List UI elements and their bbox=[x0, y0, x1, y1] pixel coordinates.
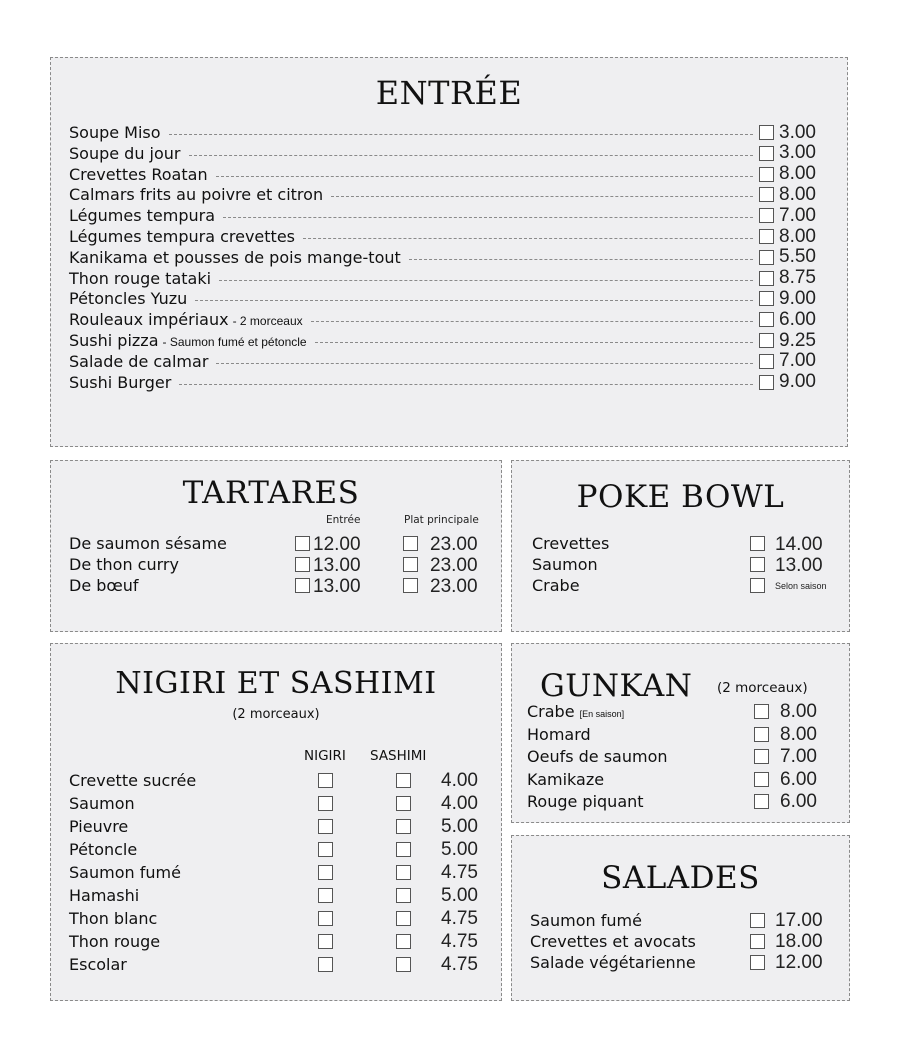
menu-item bbox=[69, 794, 501, 815]
item-name: Crevettes et avocats bbox=[530, 932, 696, 951]
plat-price: 23.00 bbox=[430, 555, 478, 576]
menu-item bbox=[532, 576, 849, 597]
section-title: GUNKAN bbox=[540, 668, 693, 704]
item-name-text: Calmars frits au poivre et citron bbox=[69, 185, 324, 205]
dotted-leader bbox=[409, 259, 753, 260]
sashimi-checkbox[interactable] bbox=[396, 773, 411, 788]
item-price: 8.00 bbox=[780, 701, 817, 722]
menu-item bbox=[527, 747, 849, 768]
item-name bbox=[69, 185, 323, 204]
entree-checkbox[interactable] bbox=[295, 536, 310, 551]
section-title: ENTRÉE bbox=[375, 74, 523, 112]
tartares-section bbox=[50, 460, 502, 632]
dotted-leader bbox=[311, 321, 753, 322]
item-name-text: Sushi pizza bbox=[69, 331, 159, 350]
order-checkbox[interactable] bbox=[754, 704, 769, 719]
column-header-nigiri: NIGIRI bbox=[304, 748, 346, 764]
item-name bbox=[69, 206, 215, 225]
section-title: NIGIRI ET SASHIMI bbox=[115, 666, 437, 701]
item-name: Salade végétarienne bbox=[530, 953, 696, 972]
item-name: Crevettes bbox=[532, 534, 610, 553]
item-name: Crevette sucrée bbox=[69, 771, 197, 790]
item-price: 7.00 bbox=[780, 746, 817, 767]
dotted-leader bbox=[303, 238, 753, 239]
item-price: 7.00 bbox=[779, 204, 816, 226]
item-name bbox=[69, 331, 307, 350]
item-price: 6.00 bbox=[780, 791, 817, 812]
order-checkbox[interactable] bbox=[754, 772, 769, 787]
order-checkbox[interactable] bbox=[750, 913, 765, 928]
item-name: Saumon bbox=[532, 555, 598, 574]
sashimi-checkbox[interactable] bbox=[396, 819, 411, 834]
item-price: 5.00 bbox=[441, 816, 478, 837]
menu-item bbox=[69, 372, 823, 393]
order-checkbox[interactable] bbox=[759, 187, 774, 202]
sashimi-checkbox[interactable] bbox=[396, 865, 411, 880]
gunkan-section bbox=[511, 643, 850, 823]
item-note: - 2 morceaux bbox=[232, 314, 303, 329]
item-name: Escolar bbox=[69, 955, 127, 974]
menu-item bbox=[69, 555, 501, 576]
item-name-text: Légumes tempura bbox=[69, 206, 216, 226]
order-checkbox[interactable] bbox=[759, 229, 774, 244]
menu-item bbox=[69, 205, 823, 226]
item-name bbox=[527, 725, 591, 744]
menu-item bbox=[69, 576, 501, 597]
order-checkbox[interactable] bbox=[759, 333, 774, 348]
salades-section bbox=[511, 835, 850, 1001]
order-checkbox[interactable] bbox=[750, 955, 765, 970]
sashimi-checkbox[interactable] bbox=[396, 911, 411, 926]
item-name bbox=[69, 165, 208, 184]
menu-item bbox=[527, 702, 849, 723]
item-name: Pieuvre bbox=[69, 817, 129, 836]
menu-item bbox=[527, 725, 849, 746]
poke-bowl-section bbox=[511, 460, 850, 632]
menu-item bbox=[69, 932, 501, 953]
item-price: 12.00 bbox=[775, 952, 823, 973]
menu-item bbox=[530, 932, 849, 953]
column-header-entree: Entrée bbox=[326, 514, 361, 526]
item-price: 8.00 bbox=[779, 225, 816, 247]
menu-item bbox=[69, 886, 501, 907]
menu-item bbox=[69, 288, 823, 309]
nigiri-checkbox[interactable] bbox=[318, 842, 333, 857]
item-name bbox=[69, 289, 187, 308]
dotted-leader bbox=[169, 134, 753, 135]
item-price: 3.00 bbox=[779, 142, 816, 164]
dotted-leader bbox=[315, 342, 753, 343]
order-checkbox[interactable] bbox=[759, 208, 774, 223]
menu-item bbox=[530, 911, 849, 932]
menu-item bbox=[69, 164, 823, 185]
plat-checkbox[interactable] bbox=[403, 536, 418, 551]
entree-price: 12.00 bbox=[313, 534, 361, 555]
column-header-plat: Plat principale bbox=[404, 514, 479, 526]
entree-price: 13.00 bbox=[313, 576, 361, 597]
item-name: De thon curry bbox=[69, 555, 179, 574]
item-price: 14.00 bbox=[775, 534, 823, 555]
menu-item bbox=[69, 840, 501, 861]
menu-item bbox=[69, 143, 823, 164]
item-name: Saumon fumé bbox=[530, 911, 642, 930]
plat-checkbox[interactable] bbox=[403, 557, 418, 572]
sashimi-checkbox[interactable] bbox=[396, 934, 411, 949]
item-name-text: Kanikama et pousses de pois mange-tout bbox=[69, 247, 401, 267]
item-name-text: Homard bbox=[527, 724, 591, 744]
menu-item bbox=[69, 247, 823, 268]
menu-item bbox=[69, 184, 823, 205]
order-checkbox[interactable] bbox=[759, 312, 774, 327]
item-name-text: Pétoncles Yuzu bbox=[69, 289, 188, 309]
item-name-text: Crabe bbox=[527, 702, 575, 721]
item-price: 6.00 bbox=[779, 308, 816, 330]
menu-item bbox=[69, 955, 501, 976]
nigiri-checkbox[interactable] bbox=[318, 773, 333, 788]
item-price: 8.75 bbox=[779, 267, 816, 289]
sashimi-checkbox[interactable] bbox=[396, 796, 411, 811]
order-checkbox[interactable] bbox=[754, 749, 769, 764]
entree-price: 13.00 bbox=[313, 555, 361, 576]
order-checkbox[interactable] bbox=[759, 354, 774, 369]
section-subtitle: (2 morceaux) bbox=[232, 707, 320, 722]
item-price: 4.00 bbox=[441, 770, 478, 791]
item-price: 4.75 bbox=[441, 931, 478, 952]
nigiri-checkbox[interactable] bbox=[318, 934, 333, 949]
menu-item bbox=[69, 351, 823, 372]
item-price: 8.00 bbox=[780, 723, 817, 745]
item-name-text: Kamikaze bbox=[527, 769, 605, 789]
item-price: 8.00 bbox=[779, 183, 816, 205]
nigiri-checkbox[interactable] bbox=[318, 957, 333, 972]
menu-item bbox=[69, 268, 823, 289]
item-name: Saumon fumé bbox=[69, 863, 181, 882]
item-name bbox=[527, 747, 668, 766]
item-price: 5.00 bbox=[441, 839, 478, 860]
item-name: Thon blanc bbox=[69, 909, 158, 928]
plat-checkbox[interactable] bbox=[403, 578, 418, 593]
item-price: 18.00 bbox=[775, 931, 823, 952]
section-title: TARTARES bbox=[182, 475, 360, 511]
item-price: 13.00 bbox=[775, 555, 823, 576]
item-price: 9.25 bbox=[779, 329, 816, 351]
item-price: 8.00 bbox=[779, 163, 816, 185]
menu-item bbox=[69, 771, 501, 792]
item-name: Pétoncle bbox=[69, 840, 138, 859]
section-title: SALADES bbox=[601, 860, 760, 896]
item-price: 4.75 bbox=[441, 862, 478, 883]
item-name-text: Légumes tempura crevettes bbox=[69, 227, 295, 246]
item-name bbox=[527, 792, 644, 811]
item-name: De bœuf bbox=[69, 576, 139, 595]
menu-item bbox=[69, 817, 501, 838]
item-price: 4.00 bbox=[441, 793, 478, 814]
item-name: Hamashi bbox=[69, 886, 140, 905]
item-price: 4.75 bbox=[441, 954, 478, 975]
item-price: 6.00 bbox=[780, 768, 817, 790]
item-name bbox=[69, 352, 208, 371]
nigiri-checkbox[interactable] bbox=[318, 911, 333, 926]
dotted-leader bbox=[189, 155, 753, 156]
order-checkbox[interactable] bbox=[754, 727, 769, 742]
item-name-text: Sushi Burger bbox=[69, 372, 172, 392]
nigiri-checkbox[interactable] bbox=[318, 865, 333, 880]
order-checkbox[interactable] bbox=[750, 578, 765, 593]
section-subtitle: (2 morceaux) bbox=[717, 680, 808, 696]
item-price: 17.00 bbox=[775, 910, 823, 931]
item-name-text: Rouge piquant bbox=[527, 792, 644, 811]
item-name bbox=[69, 248, 401, 267]
menu-item bbox=[69, 863, 501, 884]
item-note: - Saumon fumé et pétoncle bbox=[162, 335, 307, 349]
section-title: POKE BOWL bbox=[576, 479, 785, 515]
dotted-leader bbox=[219, 280, 753, 281]
menu-item bbox=[69, 309, 823, 330]
item-name bbox=[69, 227, 295, 246]
item-price: 7.00 bbox=[779, 350, 816, 372]
order-checkbox[interactable] bbox=[754, 794, 769, 809]
item-name bbox=[69, 310, 303, 329]
item-price: 9.00 bbox=[779, 371, 816, 393]
item-name: Thon rouge bbox=[69, 932, 161, 951]
item-name bbox=[527, 702, 624, 721]
order-checkbox[interactable] bbox=[759, 271, 774, 286]
item-name bbox=[69, 373, 171, 392]
column-header-sashimi: SASHIMI bbox=[370, 748, 427, 764]
sashimi-checkbox[interactable] bbox=[396, 842, 411, 857]
dotted-leader bbox=[216, 176, 753, 177]
dotted-leader bbox=[223, 217, 753, 218]
entree-section bbox=[50, 57, 848, 447]
nigiri-checkbox[interactable] bbox=[318, 888, 333, 903]
order-checkbox[interactable] bbox=[759, 167, 774, 182]
nigiri-checkbox[interactable] bbox=[318, 796, 333, 811]
item-name: Crabe bbox=[532, 576, 580, 595]
item-name bbox=[527, 770, 604, 789]
nigiri-checkbox[interactable] bbox=[318, 819, 333, 834]
sashimi-checkbox[interactable] bbox=[396, 957, 411, 972]
order-checkbox[interactable] bbox=[750, 536, 765, 551]
item-price: 5.00 bbox=[441, 885, 478, 906]
nigiri-sashimi-section bbox=[50, 643, 502, 1001]
order-checkbox[interactable] bbox=[759, 250, 774, 265]
order-checkbox[interactable] bbox=[750, 934, 765, 949]
item-name bbox=[69, 123, 161, 142]
dotted-leader bbox=[216, 363, 753, 364]
item-name-text: Crevettes Roatan bbox=[69, 164, 208, 184]
item-name: De saumon sésame bbox=[69, 534, 227, 553]
item-name: Saumon bbox=[69, 794, 135, 813]
menu-item bbox=[69, 330, 823, 351]
menu-item bbox=[69, 226, 823, 247]
order-checkbox[interactable] bbox=[750, 557, 765, 572]
item-name-text: Oeufs de saumon bbox=[527, 747, 668, 766]
sashimi-checkbox[interactable] bbox=[396, 888, 411, 903]
order-checkbox[interactable] bbox=[759, 125, 774, 140]
item-price: 5.50 bbox=[779, 246, 816, 268]
item-price: 9.00 bbox=[779, 287, 816, 309]
menu-item bbox=[69, 122, 823, 143]
item-name-text: Rouleaux impériaux bbox=[69, 310, 229, 330]
entree-checkbox[interactable] bbox=[295, 557, 310, 572]
item-price: 4.75 bbox=[441, 908, 478, 929]
plat-price: 23.00 bbox=[430, 534, 478, 555]
item-name bbox=[69, 144, 181, 163]
item-name-text: Thon rouge tataki bbox=[69, 268, 212, 288]
order-checkbox[interactable] bbox=[759, 291, 774, 306]
item-price: 3.00 bbox=[779, 121, 816, 143]
plat-price: 23.00 bbox=[430, 576, 478, 597]
menu-item bbox=[69, 534, 501, 555]
item-price: Selon saison bbox=[775, 581, 827, 591]
menu-item bbox=[530, 953, 849, 974]
item-name bbox=[69, 269, 211, 288]
dotted-leader bbox=[331, 196, 753, 197]
menu-item bbox=[527, 792, 849, 813]
menu-item bbox=[527, 770, 849, 791]
order-checkbox[interactable] bbox=[759, 375, 774, 390]
dotted-leader bbox=[195, 300, 753, 301]
menu-item bbox=[532, 555, 849, 576]
menu-item bbox=[69, 909, 501, 930]
dotted-leader bbox=[179, 384, 753, 385]
menu-item bbox=[532, 534, 849, 555]
item-name-text: Soupe du jour bbox=[69, 143, 181, 163]
entree-checkbox[interactable] bbox=[295, 578, 310, 593]
order-checkbox[interactable] bbox=[759, 146, 774, 161]
item-note: [En saison] bbox=[579, 709, 625, 719]
item-name-text: Soupe Miso bbox=[69, 123, 161, 142]
item-name-text: Salade de calmar bbox=[69, 351, 209, 371]
